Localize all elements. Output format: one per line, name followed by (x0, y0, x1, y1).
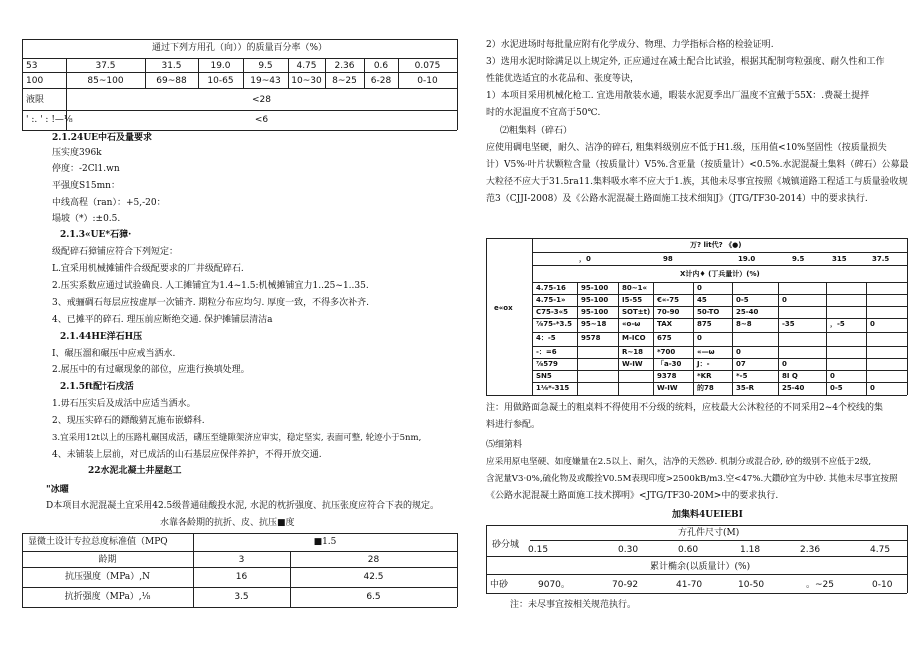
sieve-size: 2.36 (800, 545, 821, 555)
sieve-range: 69~88 (156, 76, 187, 86)
text-line: L.宜采用机械摊铺件合级配要求的厂井级配碎石. (52, 264, 244, 274)
grading-cell: 0 (697, 284, 702, 292)
sieve-range: 10-65 (207, 76, 234, 86)
sieve-size: 1.18 (740, 545, 761, 555)
text-line: 含泥量V3·0%,硫化物及或酸拴V0.5M表现印度>2500kB/m3.空<47%.大鑽砂宜为中砂. 其他未尽事宜按照 (486, 474, 898, 484)
row-value: 42.5 (363, 572, 384, 582)
table-header: 98 (663, 255, 673, 263)
grading-cell: 0 (697, 334, 702, 342)
table-header: 显微土设计专拉总度标准值（MPQ (28, 537, 168, 547)
sieve-size: 9.5 (258, 61, 273, 71)
text-line: 停度：-2Cl1.wn (52, 164, 120, 174)
grading-cell: *700 (657, 348, 676, 356)
age-label: 龄期 (98, 555, 117, 565)
sieve-size: 2.36 (334, 61, 355, 71)
grading-cell: 的78 (697, 384, 714, 392)
grading-cell: ，-5 (830, 320, 845, 328)
final-note: 注：未尽事宜按相关规范执行。 (510, 600, 637, 610)
grading-cell: €«-75 (657, 296, 680, 304)
grading-cell: 0 (870, 320, 875, 328)
row-label: 抗压强度（MPa）,N (65, 572, 150, 582)
grading-cell: 675 (657, 334, 672, 342)
row-value: 0-10 (872, 580, 893, 590)
table-header: 19.0 (738, 255, 756, 263)
grading-cell: 0-5 (830, 384, 843, 392)
text-line: 4、已摊平的碎石. 理压前应断绝交通. 保护摊铺层清洁a (52, 315, 273, 325)
grading-cell: 25-40 (736, 308, 759, 316)
grading-cell: W-IW (622, 360, 643, 368)
grading-cell: 0 (736, 348, 741, 356)
text-line: 压实度396k (52, 148, 102, 158)
grading-cell: C75-3«5 (536, 308, 569, 316)
grading-cell: 0 (830, 372, 835, 380)
grading-cell: R~18 (622, 348, 643, 356)
grading-cell: 「a-30 (657, 360, 682, 368)
grading-cell: SN5 (536, 372, 552, 380)
row-value: 70-92 (612, 580, 639, 590)
section-heading: 2.1.44HE洋石H压 (60, 332, 143, 342)
sieve-size: 0.15 (528, 545, 549, 555)
sieve-size: 4.75 (296, 61, 317, 71)
grading-cell: *KR (697, 372, 712, 380)
row-value: 10-50 (738, 580, 765, 590)
table-header: 37.5 (872, 255, 890, 263)
sieve-size: 0.6 (373, 61, 389, 71)
table-caption: 水靠各龄期的抗折、皮、抗压■度 (160, 518, 295, 528)
grading-cell: 95-100 (581, 308, 609, 316)
table-header: 方孔件尺寸(M) (678, 528, 740, 538)
text-line: 2.压实系数应通过试验确良. 人工摊铺宜为1.4~1.5:机械摊铺宜力1..25~1..35. (52, 281, 369, 291)
grading-cell: 9378 (657, 372, 677, 380)
sieve-size: 53 (26, 61, 38, 71)
grading-cell: 4：-5 (536, 334, 556, 342)
section-heading: 2.1.3«UE*石獐· (60, 230, 132, 240)
text-line: 级配碎石獐铺应符合下列短定： (52, 247, 179, 257)
text-line: 范3（CJJI-2008）及《公路水泥混凝土路面施工技术细知J》（JTG/TF30-2014）中的要求执行. (486, 194, 868, 204)
sieve-range: 85~100 (87, 76, 124, 86)
grading-cell: «—ω (697, 348, 715, 356)
text-line: 4、未铺装上层前，对已成活的山石基层应保伴养护，不得开放交通. (52, 450, 322, 460)
table-header: ，0 (579, 255, 591, 263)
sieve-size: 37.5 (95, 61, 116, 71)
table-header: ■1.5 (313, 537, 337, 547)
table-header: X计内♦ (丁兵量计）(%) (680, 270, 760, 278)
subsection-heading: ⑵粗集料（碎石） (500, 126, 573, 136)
text-line: I、碾压溜和碾压中应戒当洒水. (52, 349, 176, 359)
row-value: 6.5 (366, 592, 381, 602)
grading-cell: 875 (697, 320, 712, 328)
liquid-limit-value: <28 (252, 95, 271, 105)
side-label: e«ox (494, 304, 513, 312)
age-value: 28 (367, 555, 380, 565)
grading-cell: 95~18 (581, 320, 607, 328)
grading-cell: 0 (782, 360, 787, 368)
grading-cell: -：=6 (536, 348, 557, 356)
sieve-range: 10~30 (291, 76, 322, 86)
sieve-size: 19.0 (210, 61, 231, 71)
row-value: 16 (235, 572, 248, 582)
text-line: 塌坡（*）:±0.5. (52, 214, 121, 224)
grading-cell: 8~8 (736, 320, 752, 328)
grading-cell: 35-R (736, 384, 755, 392)
section-heading: 2.1.24UE中石及量要求 (52, 133, 153, 143)
row-value: 9070。 (538, 580, 570, 590)
section-heading: 2.1.5ft配†石戌活 (60, 382, 134, 392)
table-header: 万? lit代? 《●) (690, 241, 742, 249)
grading-cell: 9578 (581, 334, 601, 342)
sieve-size: 31.5 (161, 61, 182, 71)
grading-cell: 80~1« (622, 284, 647, 292)
sieve-size: 4.75 (870, 545, 891, 555)
plastic-index-value: <6 (254, 115, 269, 125)
row-label: 中砂 (490, 580, 509, 590)
grading-cell: J：- (697, 360, 710, 368)
grading-cell: M-ICO (622, 334, 646, 342)
grading-cell: 4.75-16 (536, 284, 566, 292)
text-line: 2）水泥进场时每批量应附有化学成分、物理、力学指标合格的检验证明. (486, 40, 774, 50)
row-value: 41-70 (676, 580, 703, 590)
text-line: 中线高程（ran）：+5,-20： (52, 198, 166, 208)
sieve-range: 100 (26, 76, 44, 86)
text-line: 2.展压中的有过碾现象的部位，应進行换填处理。 (52, 365, 250, 375)
grading-cell: 70-90 (657, 308, 680, 316)
grading-cell: ⅞75-*3.5 (536, 320, 572, 328)
grading-cell: 4.75-1» (536, 296, 566, 304)
grading-cell: 8I Q (782, 372, 798, 380)
table-note: 料进行参配。 (486, 420, 541, 430)
grading-cell: SOT±t) (622, 308, 651, 316)
section-heading: 22水泥北凝土井屋赵工 (88, 466, 182, 476)
text-line: 2、现压实碎石的鏢酸猜瓦施布嵌蟒科. (52, 416, 205, 426)
grading-cell: 45 (697, 296, 707, 304)
age-value: 3 (238, 555, 245, 565)
subsection-heading: ⑸细第料 (486, 440, 523, 450)
sieve-size: 0.075 (414, 61, 441, 71)
text-line: 应使用碉电坚硬，耐久、洁净的碎石, 粗集料级别应不低于H1.级，压用值<10%坚固性（按质量损失 (486, 143, 887, 153)
sieve-range: 19~43 (250, 76, 281, 86)
subsection-heading: "冰曜 (46, 485, 69, 495)
sieve-header: 通过下列方用孔（向））的质量百分率（%） (151, 43, 328, 53)
table-header: 9.5 (792, 255, 805, 263)
row-label: 抗折强度（MPa）,⅛ (64, 592, 151, 602)
grading-cell: 0-5 (736, 296, 749, 304)
sieve-range: 8~25 (332, 76, 357, 86)
row-value: 3.5 (234, 592, 249, 602)
side-label: 砂分城 (492, 540, 520, 550)
text-line: 3）选用水泥时除满足以上规定外, 正应通过在减土配合比试验，根据其配制弯粒强度、耐久性和工作 (486, 57, 885, 67)
grading-cell: -35 (782, 320, 795, 328)
sieve-size: 0.30 (618, 545, 639, 555)
table-caption: 加集料4UEIEBI (672, 510, 743, 520)
grading-cell: «o-ω (622, 320, 641, 328)
text-line: 3、戒骊碉石每层应按虚厚一次铺齐. 期粒分布应均匀. 厚度一致，不得多次补齐. (52, 298, 370, 308)
sieve-size: 0.60 (678, 545, 699, 555)
plastic-index-label: ' :. ' : !—⅛ (26, 115, 73, 125)
grading-cell: ⅞579 (536, 360, 558, 368)
text-line: 3.宜采用12t以上的压路札碾国成活，礴压至缝隙架济应审实，稳定坚实, 表面可整, 轮迹小于5nm, (52, 433, 422, 443)
grading-cell: I5-55 (622, 296, 643, 304)
text-line: 计）V5%·叶片状颗粒含量（按质量计）V5%.含亚量（按质量计）<0.5%.水泥混凝土集料（碑石）公募最 (486, 160, 909, 170)
table-header: 累计椭余(以质量计）(%) (650, 562, 751, 572)
table-note: 注：用做路面急凝土的粗桌料不得使用不分级的统料，应枝最大公沐粒径的不同采用2~4个校线的集 (486, 403, 883, 413)
sieve-range: 0-10 (417, 76, 438, 86)
grading-cell: W-IW (657, 384, 678, 392)
text-line: 平强度S15mn： (52, 181, 120, 191)
text-line: 应采用原电坚硬、如度嫌量在2.5以上、耐久，洁净的天然砂. 机制分或混合砂, 砂的级别不应低于2级, (486, 457, 872, 467)
text-line: 时的水泥温度不宜高于50℃. (486, 108, 601, 118)
row-value: 。~25 (806, 580, 834, 590)
text-line: 性能优选适宜的水花品和、张度等诀， (486, 74, 640, 84)
grading-cell: 1⅛*-315 (536, 384, 570, 392)
text-line: 《公路水泥混凝土路面施工技术掷明》<JTG/TF30-20M>中的要求执行. (486, 491, 779, 501)
text-line: D本项目水泥混凝土宜采用42.5级普通硅酸投水泥, 水泥的枕折强度、抗压张度应符合下表的规定。 (46, 501, 439, 511)
grading-cell: *-5 (736, 372, 748, 380)
grading-cell: 95-100 (581, 284, 609, 292)
text-line: 1）本项目采用机械化枪工. 宜选用散装水通，暇装水泥夏季出厂温度不宜戴于55X：.费凝土提拌 (486, 91, 870, 101)
grading-cell: 0 (782, 296, 787, 304)
grading-cell: 25-40 (782, 384, 805, 392)
liquid-limit-label: 液限 (26, 95, 45, 105)
text-line: 大粒径不应大于31.5ra11.集料吸水率不应大于1.族，其他未尽事宜按照《城镇道路工程适工与质量验收规 (486, 177, 908, 187)
table-header: 315 (832, 255, 847, 263)
grading-cell: 95-100 (581, 296, 609, 304)
grading-cell: 50-TO (697, 308, 720, 316)
sieve-range: 6-28 (370, 76, 392, 86)
grading-cell: 0 (870, 384, 875, 392)
text-line: 1.毋石压实后及成活中应适当洒水。 (52, 399, 196, 409)
grading-cell: 07 (736, 360, 746, 368)
grading-cell: TAX (657, 320, 673, 328)
